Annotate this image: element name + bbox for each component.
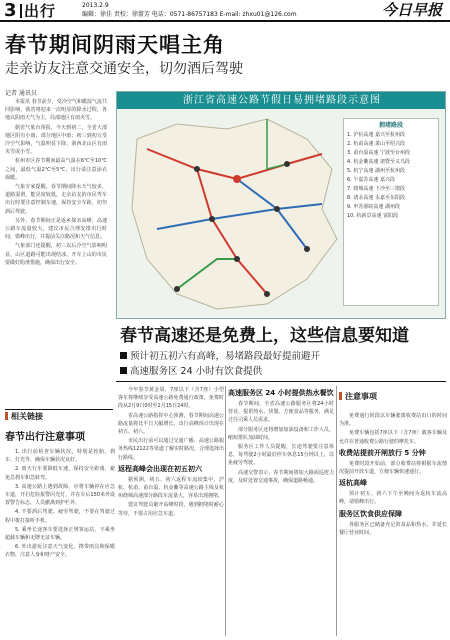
paragraph: 省高速公路指挥中心预测，春节期间高速公路流量将比平日大幅增长，出行高峰预计出现在初五、初六。 <box>118 412 224 436</box>
legend-item: 1. 沪杭高速 嘉兴至杭州段 <box>347 132 405 138</box>
paragraph: 杭州市区春节期间最高气温在6℃至10℃之间，最低气温2℃至5℃，出行请注意添衣保暖。 <box>5 158 107 181</box>
legend-item: 10. 杭新景高速 富阳段 <box>347 213 399 219</box>
main-subhead: 走亲访友注意交通安全，切勿酒后驾驶 <box>5 61 243 77</box>
byline: 记者 通讯员 <box>5 90 37 97</box>
article2-column-3 <box>339 412 447 638</box>
subheading: 返杭高峰 <box>339 479 367 488</box>
deck-line <box>120 350 320 363</box>
bullet-square-icon <box>120 352 127 359</box>
column-divider <box>336 386 337 636</box>
map-legend <box>343 118 439 306</box>
deck-text: 高速服务区 24 小时有饮食提供 <box>130 366 263 377</box>
paragraph: 6. 外出游玩注意天气变化，携带雨具和保暖衣物，注意人身和财产安全。 <box>5 544 115 559</box>
paragraph: 免费时段开始前，部分收费站将根据车流情况提前开放车道，方便车辆快速通行。 <box>339 460 447 476</box>
article1-body <box>5 98 107 406</box>
paragraph: 今年春节黄金周，7座以下（含7座）小型客车将继续享受高速公路免费通行政策，免费时段从2月9日0时至2月15日24时。 <box>118 387 224 410</box>
related-tag <box>5 412 43 422</box>
legend-item: 8. 诸永高速 永嘉至东阳段 <box>347 195 405 201</box>
paragraph: 免费车辆包括7座以下（含7座）载客车辆及允许在普通收费公路行驶的摩托车。 <box>339 430 447 445</box>
paragraph: 服务区工作人员提醒，长途驾驶要注意休息，每驾驶2小时最好停车休息15分钟以上，以免疲劳驾驶。 <box>228 444 334 467</box>
paragraph: 预计初五、初六下午至晚间为返杭车流高峰，请错峰出行。 <box>339 491 447 506</box>
tag-label: 注意事项 <box>345 392 377 401</box>
paragraph: 本报讯 春节前夕，受冷空气和暖湿气流共同影响，我省将迎来一次明显的降水过程，各地以阴雨天气为主，局部地区有雨夹雪。 <box>5 99 107 122</box>
main-headline: 春节期间阴雨天唱主角 <box>5 32 225 57</box>
editor-info: 编辑：徐佳 责校：徐蔷芳 电话：0571-86757183 E-mail: zhxu01@126.com <box>82 11 297 18</box>
sidebar-body <box>5 448 115 638</box>
map-title: 浙江省高速公路节假日易拥堵路段示意图 <box>117 92 446 109</box>
subheading: 高速服务区 24 小时提供热水餐饮 <box>228 389 334 397</box>
divider <box>116 381 446 382</box>
deck-text: 预计初五初六有高峰，易堵路段最好提前避开 <box>130 351 321 362</box>
legend-item: 3. 甬台温高速 宁波至台州段 <box>347 150 410 156</box>
column-divider <box>225 386 226 636</box>
subheading: 返程高峰会出现在初五初六 <box>118 464 202 473</box>
paragraph: 5. 乘坐长途客车要选择正规客运站，不乘坐超载车辆和无牌无证车辆。 <box>5 526 115 542</box>
masthead-logo: 今日早报 <box>381 1 442 19</box>
paragraph: 据预测，初五、初六返程车流较集中，沪杭、杭甬、甬台温、杭金衢等高速公路主线及杭州绕城高速部分路段车流量大，容易出现拥堵。 <box>118 476 224 500</box>
legend-item: 9. 申苏浙皖高速 湖州段 <box>347 204 400 210</box>
article2-column-2 <box>228 386 334 638</box>
legend-item: 2. 杭甬高速 萧山至绍兴段 <box>347 141 405 147</box>
issue-date: 2013.2.9 <box>82 2 109 9</box>
legend-item: 5. 杭宁高速 湖州至杭州段 <box>347 168 405 174</box>
second-headline: 春节高速还是免费上，这些信息要知道 <box>120 326 409 346</box>
paragraph: 1. 出行前检查车辆状况，特别是轮胎、刹车、灯光等，确保车辆状况良好。 <box>5 449 115 464</box>
subheading: 收费站提前开闸放行 5 分钟 <box>339 448 426 457</box>
paragraph: 高速交警表示，春节期间将加大路面巡逻力度，及时处置交通事故，确保道路畅通。 <box>228 469 334 484</box>
highway-map <box>116 91 446 319</box>
legend-item: 6. 乍嘉苏高速 嘉兴段 <box>347 177 395 183</box>
legend-item: 7. 绕城高速 下沙至三墩段 <box>347 186 405 192</box>
legend-item: 4. 杭金衢高速 诸暨至义乌段 <box>347 159 410 165</box>
divider <box>5 409 113 410</box>
bullet-square-icon <box>120 367 127 374</box>
paragraph: 2. 雨天行车要降低车速，保持安全距离，避免急刹车和急转弯。 <box>5 466 115 481</box>
notes-tag <box>339 392 377 402</box>
article2-column-1 <box>118 386 224 638</box>
paragraph: 4. 不要酒后驾驶、疲劳驾驶，不要在驾驶过程中拨打接听手机。 <box>5 509 115 524</box>
sidebar-headline: 春节出行注意事项 <box>5 432 85 443</box>
paragraph: 建议驾驶员避开高峰时段，遇到拥堵时耐心等待，不要占用应急车道。 <box>118 502 224 517</box>
paragraph: 气象部门还提醒，初三以后冷空气影响明显，山区道路可能出现结冰，开车上山的市民要做好防滑措施，确保出行安全。 <box>5 243 107 266</box>
section-name: 出行 <box>24 2 57 20</box>
paragraph: 市民出行前可以通过交通广播、高速公路服务热线12122等渠道了解实时路况，合理选择出行路线。 <box>118 438 224 461</box>
subheading: 服务区饮食供应保障 <box>339 509 402 518</box>
tag-bar <box>5 412 8 420</box>
paragraph: 免费通行时段以车辆驶离收费站出口的时间为准。 <box>339 413 447 428</box>
paragraph: 3. 高速公路上遇到故障，应将车辆停在应急车道，开启危险报警闪光灯，并在车后150米外设置警告标志，人员撤离到护栏外。 <box>5 483 115 507</box>
paragraph: 据省气象台预报，今天到初二，全省大部地区阴有小雨，部分地区中雨；初三到初五受冷空气影响，气温明显下降，浙西北山区有雨夹雪或小雪。 <box>5 124 107 156</box>
paragraph: 各服务区已储备充足的食品和热水，并延长餐厅营业时间。 <box>339 521 447 536</box>
paragraph: 气象专家提醒，春节期间降水天气较多，道路湿滑，能见度较低，走亲访友的市民驾车出行时要注意控制车速，保持安全车距，切勿酒后驾驶。 <box>5 184 107 215</box>
legend-title: 拥堵路段 <box>378 122 403 129</box>
page-number: 3 <box>4 0 17 21</box>
map-graphic <box>117 109 347 319</box>
header-divider <box>20 4 22 18</box>
deck-line <box>120 365 262 378</box>
tag-bar <box>339 392 342 400</box>
paragraph: 另外，春节期间正是返乡探亲高峰，高速公路车流量较大，建议市民合理安排出行时间，错峰出行，并提前关注路况和天气信息。 <box>5 217 107 241</box>
paragraph: 部分服务区还将增加加油设备和工作人员，缩短排队加油时间。 <box>228 426 334 441</box>
paragraph: 春节期间，全省高速公路服务区将24小时营业，提供热水、快餐、方便食品等服务，满足过往司乘人员需求。 <box>228 401 334 424</box>
tag-label: 相关链接 <box>11 412 43 421</box>
